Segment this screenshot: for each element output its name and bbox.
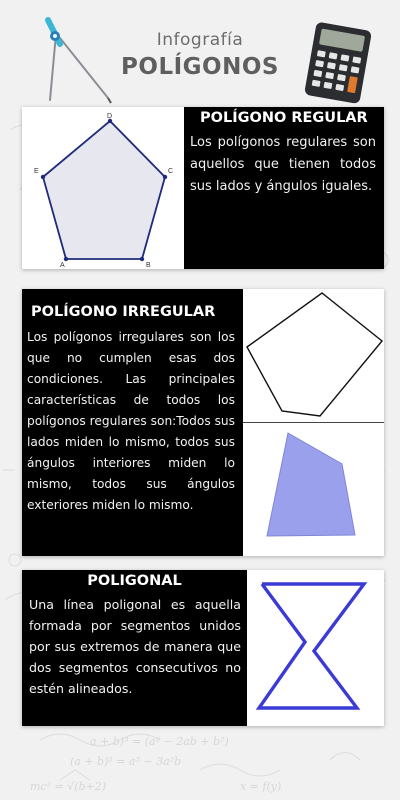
poligonal-heading: POLIGONAL	[87, 573, 182, 589]
irregular-figure-top-panel	[243, 289, 384, 422]
irregular-figure-bottom-panel	[243, 423, 384, 556]
vertex-label-c: C	[168, 168, 174, 175]
regular-polygon-figure-panel	[22, 107, 184, 269]
regular-polygon-heading: POLÍGONO REGULAR	[200, 110, 368, 126]
vertex-label-d: D	[107, 113, 113, 120]
svg-text:x = f(y): x = f(y)	[240, 780, 282, 793]
poligonal-body: Una línea poligonal es aquella formada por segmentos unidos por sus extremos de manera que dos segmentos consecutivos no estén alineados.	[29, 597, 241, 696]
header	[0, 0, 400, 100]
irregular-polygon-filled	[243, 423, 384, 556]
regular-polygon-card	[22, 107, 384, 269]
calculator-icon	[302, 22, 376, 104]
svg-text:(a + b)² = a³ − 3a²b: (a + b)² = a³ − 3a²b	[70, 755, 182, 768]
pentagon-shape	[43, 121, 165, 259]
irregular-polygon-outline	[243, 289, 384, 422]
svg-text:mc² = √(b+2): mc² = √(b+2)	[30, 780, 107, 793]
irregular-filled-shape	[267, 433, 355, 536]
poligonal-card	[22, 570, 384, 726]
svg-text:a + b)³ = (a² − 2ab + b²): a + b)³ = (a² − 2ab + b²)	[90, 735, 229, 748]
polygonal-line-figure	[247, 570, 384, 726]
irregular-polygon-card	[22, 289, 384, 556]
page-subtitle: Infografía	[156, 30, 244, 50]
irregular-polygon-text-panel	[22, 289, 243, 556]
vertex-label-a: A	[60, 262, 65, 269]
polygonal-line	[259, 584, 364, 708]
irregular-outline-shape	[247, 293, 382, 416]
vertex-label-e: E	[34, 168, 39, 175]
regular-polygon-body: Los polígonos regulares son aquellos que tienen todos sus lados y ángulos iguales.	[190, 135, 376, 194]
poligonal-text-panel	[22, 570, 247, 726]
pentagon-figure	[22, 107, 184, 269]
vertex-label-b: B	[146, 262, 151, 269]
irregular-polygon-heading: POLÍGONO IRREGULAR	[31, 304, 216, 320]
page-title: POLÍGONOS	[121, 54, 279, 80]
irregular-polygon-body: Los polígonos irregulares son los que no cumplen esas dos condiciones. Las principales características de todos los polígonos regulares son:Todos sus lados miden lo mismo, todos sus ángulos interiores miden lo mismo, todos sus ángulos exteriores miden lo mismo.	[27, 330, 235, 512]
poligonal-figure-panel	[247, 570, 384, 726]
regular-polygon-text-panel	[184, 107, 384, 269]
